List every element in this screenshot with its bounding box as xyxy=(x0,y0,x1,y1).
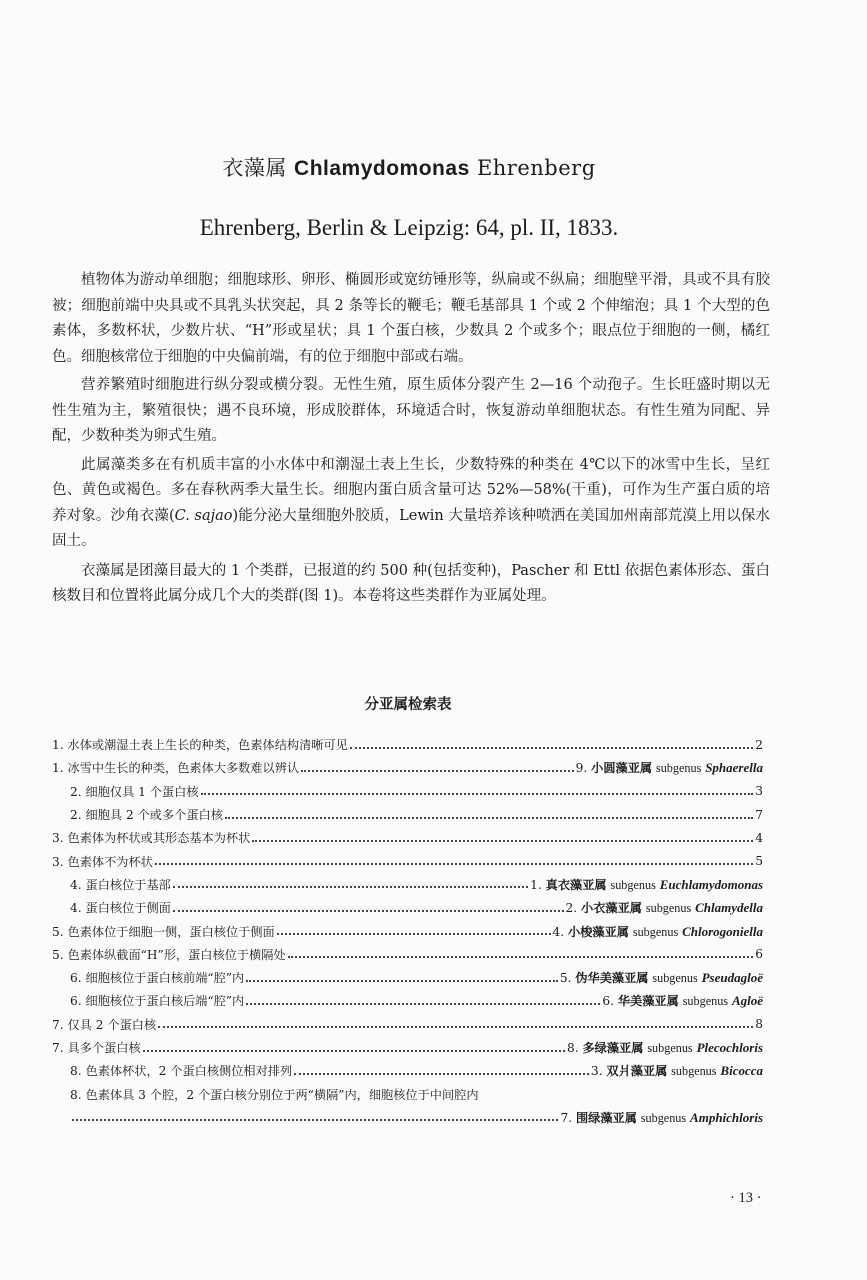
key-target-subgenus-cn: 伪华美藻亚属 xyxy=(575,971,649,986)
key-row xyxy=(52,1059,763,1082)
key-target-subgenus-latin: Bicocca xyxy=(720,1063,763,1079)
key-target-subgenus-label: subgenus xyxy=(640,1110,687,1125)
description-text xyxy=(52,268,770,610)
key-target xyxy=(560,1109,763,1126)
key-target-number: 4. xyxy=(552,924,565,939)
leader-dots xyxy=(277,921,551,935)
key-target: 5 xyxy=(755,854,763,869)
key-target: 7 xyxy=(755,807,763,822)
genus-title-author: Ehrenberg xyxy=(476,156,596,180)
key-target-subgenus-cn: 双爿藻亚属 xyxy=(606,1064,668,1079)
key-row xyxy=(52,826,763,849)
key-target-subgenus-cn: 小梭藻亚属 xyxy=(568,924,629,939)
leader-dots xyxy=(155,851,753,865)
key-target-subgenus-label: subgenus xyxy=(645,901,692,916)
key-target xyxy=(591,1062,763,1079)
page-number: · 13 · xyxy=(730,1190,762,1206)
leader-dots xyxy=(143,1038,565,1052)
key-lead: 5. 色素体纵截面“H”形，蛋白核位于横隔处 xyxy=(52,947,286,962)
key-target xyxy=(576,759,763,776)
key-target-subgenus-latin: Agloë xyxy=(731,993,763,1009)
key-lead: 2. 细胞具 2 个或多个蛋白核 xyxy=(70,808,223,823)
key-target-subgenus-latin: Euchlamydomonas xyxy=(659,876,763,892)
key-target-number: 1. xyxy=(530,877,542,892)
key-target: 4 xyxy=(755,830,763,845)
key-target-subgenus-cn: 真衣藻亚属 xyxy=(545,877,607,892)
key-lead: 5. 色素体位于细胞一侧，蛋白核位于侧面 xyxy=(52,924,275,939)
key-row xyxy=(52,966,763,989)
key-target-subgenus-label: subgenus xyxy=(647,1041,693,1055)
key-row xyxy=(52,1106,763,1129)
key-lead: 1. 冰雪中生长的种类，色素体大多数难以辨认 xyxy=(52,761,300,776)
leader-dots xyxy=(72,1107,558,1121)
leader-dots xyxy=(246,968,558,982)
key-target-number: 8. xyxy=(566,1041,579,1055)
key-target-subgenus-label: subgenus xyxy=(682,994,729,1009)
key-target-number: 9. xyxy=(575,761,588,776)
key-target-subgenus-cn: 多绿藻亚属 xyxy=(582,1041,644,1055)
key-target-number: 2. xyxy=(565,901,578,916)
key-target xyxy=(602,992,763,1009)
key-lead: 8. 色素体杯状，2 个蛋白核侧位相对排列 xyxy=(70,1064,293,1079)
key-lead: 8. 色素体具 3 个腔，2 个蛋白核分别位于两“横隔”内，细胞核位于中间腔内 xyxy=(70,1087,479,1102)
paragraph-classification: 衣藻属是团藻目最大的 1 个类群，已报道的约 500 种(包括变种)，Pascher 和 Ettl 依据色素体形态、蛋白核数目和位置将此属分成几个大的类群(图 1)。本卷将这些类群作为亚属处理。 xyxy=(52,562,770,604)
key-target-subgenus-latin: Pseudagloë xyxy=(701,970,763,986)
leader-dots xyxy=(288,944,754,958)
key-row xyxy=(52,1036,763,1059)
key-row xyxy=(52,1013,763,1036)
key-target-subgenus-label: subgenus xyxy=(671,1064,717,1079)
key-lead: 2. 细胞仅具 1 个蛋白核 xyxy=(70,784,199,799)
leader-dots xyxy=(225,805,753,819)
paragraph-reproduction: 营养繁殖时细胞进行纵分裂或横分裂。无性生殖，原生质体分裂产生 2—16 个动孢子。生长旺盛时期以无性生殖为主，繁殖很快；遇不良环境，形成胶群体，环境适合时，恢复游动单细胞状态。有性生殖为同配、异配，少数种类为卵式生殖。 xyxy=(52,377,770,444)
key-lead: 4. 蛋白核位于侧面 xyxy=(70,901,171,916)
key-target-subgenus-label: subgenus xyxy=(632,924,679,939)
key-target xyxy=(530,876,763,893)
key-lead: 6. 细胞核位于蛋白核前端“腔”内 xyxy=(70,971,245,986)
citation: Ehrenberg, Berlin & Leipzig: 64, pl. II, 1833. xyxy=(199,215,619,240)
leader-dots xyxy=(246,991,600,1005)
leader-dots xyxy=(201,781,754,795)
key-target-number: 5. xyxy=(559,971,572,986)
paragraph-habitat xyxy=(52,453,770,555)
leader-dots xyxy=(173,898,564,912)
key-target xyxy=(560,969,763,986)
key-lead: 6. 细胞核位于蛋白核后端“腔”内 xyxy=(70,994,245,1009)
key-row xyxy=(52,756,763,779)
key-target-subgenus-cn: 小衣藻亚属 xyxy=(581,901,642,916)
key-row xyxy=(52,849,763,872)
paragraph-morphology: 植物体为游动单细胞；细胞球形、卵形、椭圆形或宽纺锤形等，纵扁或不纵扁；细胞壁平滑，具或不具有胶被；细胞前端中央具或不具乳头状突起，具 2 条等长的鞭毛；鞭毛基部具 1 个或 2 个伸缩泡；具 1 个大型的色素体，多数杯状，少数片状、“H”形或星状；具 1 个蛋白核，少数具 2 个或多个；眼点位于细胞的一侧，橘红色。细胞核常位于细胞的中央偏前端，有的位于细胞中部或右端。 xyxy=(52,272,770,365)
subgenus-key xyxy=(52,733,763,1129)
key-target-number: 3. xyxy=(590,1064,603,1079)
leader-dots xyxy=(158,1014,753,1028)
key-row xyxy=(52,733,763,756)
key-target-subgenus-latin: Chlamydella xyxy=(695,900,763,916)
key-row xyxy=(52,873,763,896)
key-target-subgenus-label: subgenus xyxy=(655,761,702,776)
key-target: 6 xyxy=(755,947,763,962)
key-row xyxy=(52,1082,763,1105)
leader-dots xyxy=(173,874,528,888)
key-title: 分亚属检索表 xyxy=(364,697,452,713)
key-target: 3 xyxy=(755,784,763,799)
key-target-subgenus-cn: 华美藻亚属 xyxy=(617,994,679,1009)
key-lead: 7. 具多个蛋白核 xyxy=(52,1041,141,1055)
key-lead: 1. 水体或潮湿土表上生长的种类，色素体结构清晰可见 xyxy=(52,738,348,753)
species-name-italic: C. sajao xyxy=(174,507,233,524)
leader-dots xyxy=(350,735,753,749)
key-target-subgenus-label: subgenus xyxy=(652,971,698,986)
key-target xyxy=(566,899,763,916)
key-lead: 4. 蛋白核位于基部 xyxy=(70,877,171,892)
key-target-subgenus-cn: 围绿藻亚属 xyxy=(575,1110,637,1125)
key-lead: 7. 仅具 2 个蛋白核 xyxy=(52,1017,157,1032)
key-row xyxy=(52,780,763,803)
paragraph-habitat-part-a: 此属藻类多在有机质丰富的小水体中和潮湿土表上生长，少数特殊的种类在 4℃以下的冰雪中生长，呈红色、黄色或褐色。多在春秋两季大量生长。细胞内蛋白质含量可达 52%—58%(干重)，可作为生产蛋白质的培养对象。沙角衣藻( xyxy=(52,456,770,524)
key-target: 2 xyxy=(755,737,763,752)
key-lead: 3. 色素体为杯状或其形态基本为杯状 xyxy=(52,831,251,846)
genus-title-latin: Chlamydomonas xyxy=(294,157,470,180)
genus-title-chinese: 衣藻属 xyxy=(222,156,287,180)
key-target-subgenus-label: subgenus xyxy=(610,877,656,892)
key-target xyxy=(567,1039,763,1056)
key-row xyxy=(52,896,763,919)
genus-title xyxy=(0,152,818,182)
leader-dots xyxy=(301,758,574,772)
key-target-subgenus-latin: Chlorogoniella xyxy=(682,923,763,939)
key-row xyxy=(52,803,763,826)
key-target-subgenus-cn: 小圆藻亚属 xyxy=(591,761,653,776)
key-target-number: 6. xyxy=(602,994,614,1009)
key-target-number: 7. xyxy=(560,1110,573,1125)
leader-dots xyxy=(252,828,753,842)
key-target-subgenus-latin: Amphichloris xyxy=(690,1109,763,1125)
key-row xyxy=(52,989,763,1012)
key-target-subgenus-latin: Sphaerella xyxy=(705,760,763,776)
key-target xyxy=(553,923,764,940)
key-row xyxy=(52,919,763,942)
key-target: 8 xyxy=(755,1017,763,1032)
key-target-subgenus-latin: Plecochloris xyxy=(696,1040,763,1055)
paragraph-habitat-part-b: )能分泌大量细胞外胶质，Lewin 大量培养该种喷洒在美国加州南部荒漠上用以保水固土。 xyxy=(52,507,770,549)
key-lead: 3. 色素体不为杯状 xyxy=(52,854,153,869)
leader-dots xyxy=(294,1061,589,1075)
key-row xyxy=(52,943,763,966)
